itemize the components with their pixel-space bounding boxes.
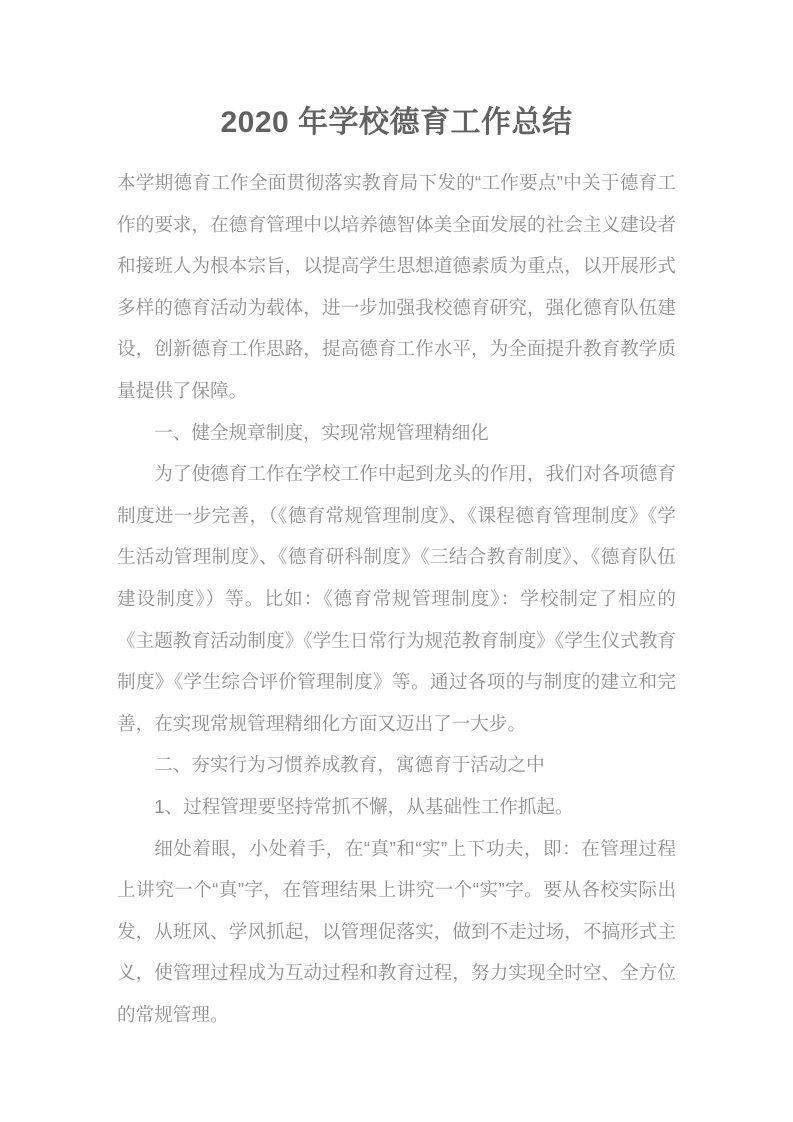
section-2-subheading: 1、过程管理要坚持常抓不懈，从基础性工作抓起。 <box>154 795 574 817</box>
section-heading-2: 二、夯实行为习惯养成教育，寓德育于活动之中 <box>154 754 545 776</box>
section-1-paragraph: 为了使德育工作在学校工作中起到龙头的作用，我们对各项德育制度进一步完善，（《德育常规管理制度》、《课程德育管理制度》《学生活动管理制度》、《德育研科制度》《三结合教育制度》、《德育队伍建设制度》）等。比如：《德育常规管理制度》：学校制定了相应的《主题教育活动制度》《学生日常行为规范教育制度》《学生仪式教育制度》《学生综合评价管理制度》等。通过各项的与制度的建立和完善，在实现常规管理精细化方面又迈出了一大步。 <box>117 463 676 734</box>
intro-paragraph: 本学期德育工作全面贯彻落实教育局下发的“工作要点”中关于德育工作的要求，在德育管理中以培养德智体美全面发展的社会主义建设者和接班人为根本宗旨，以提高学生思想道德素质为重点，以开展形式多样的德育活动为载体，进一步加强我校德育研究，强化德育队伍建设，创新德育工作思路，提高德育工作水平，为全面提升教育教学质量提供了保障。 <box>117 172 676 401</box>
section-2-paragraph: 细处着眼，小处着手，在“真”和“实”上下功夫，即：在管理过程上讲究一个“真”字，在管理结果上讲究一个“实”字。要从各校实际出发，从班风、学风抓起，以管理促落实，做到不走过场，不搞形式主义，使管理过程成为互动过程和教育过程，努力实现全时空、全方位的常规管理。 <box>117 837 676 1025</box>
section-heading-1: 一、健全规章制度，实现常规管理精细化 <box>154 421 489 443</box>
document-title: 2020 年学校德育工作总结 <box>220 106 573 139</box>
